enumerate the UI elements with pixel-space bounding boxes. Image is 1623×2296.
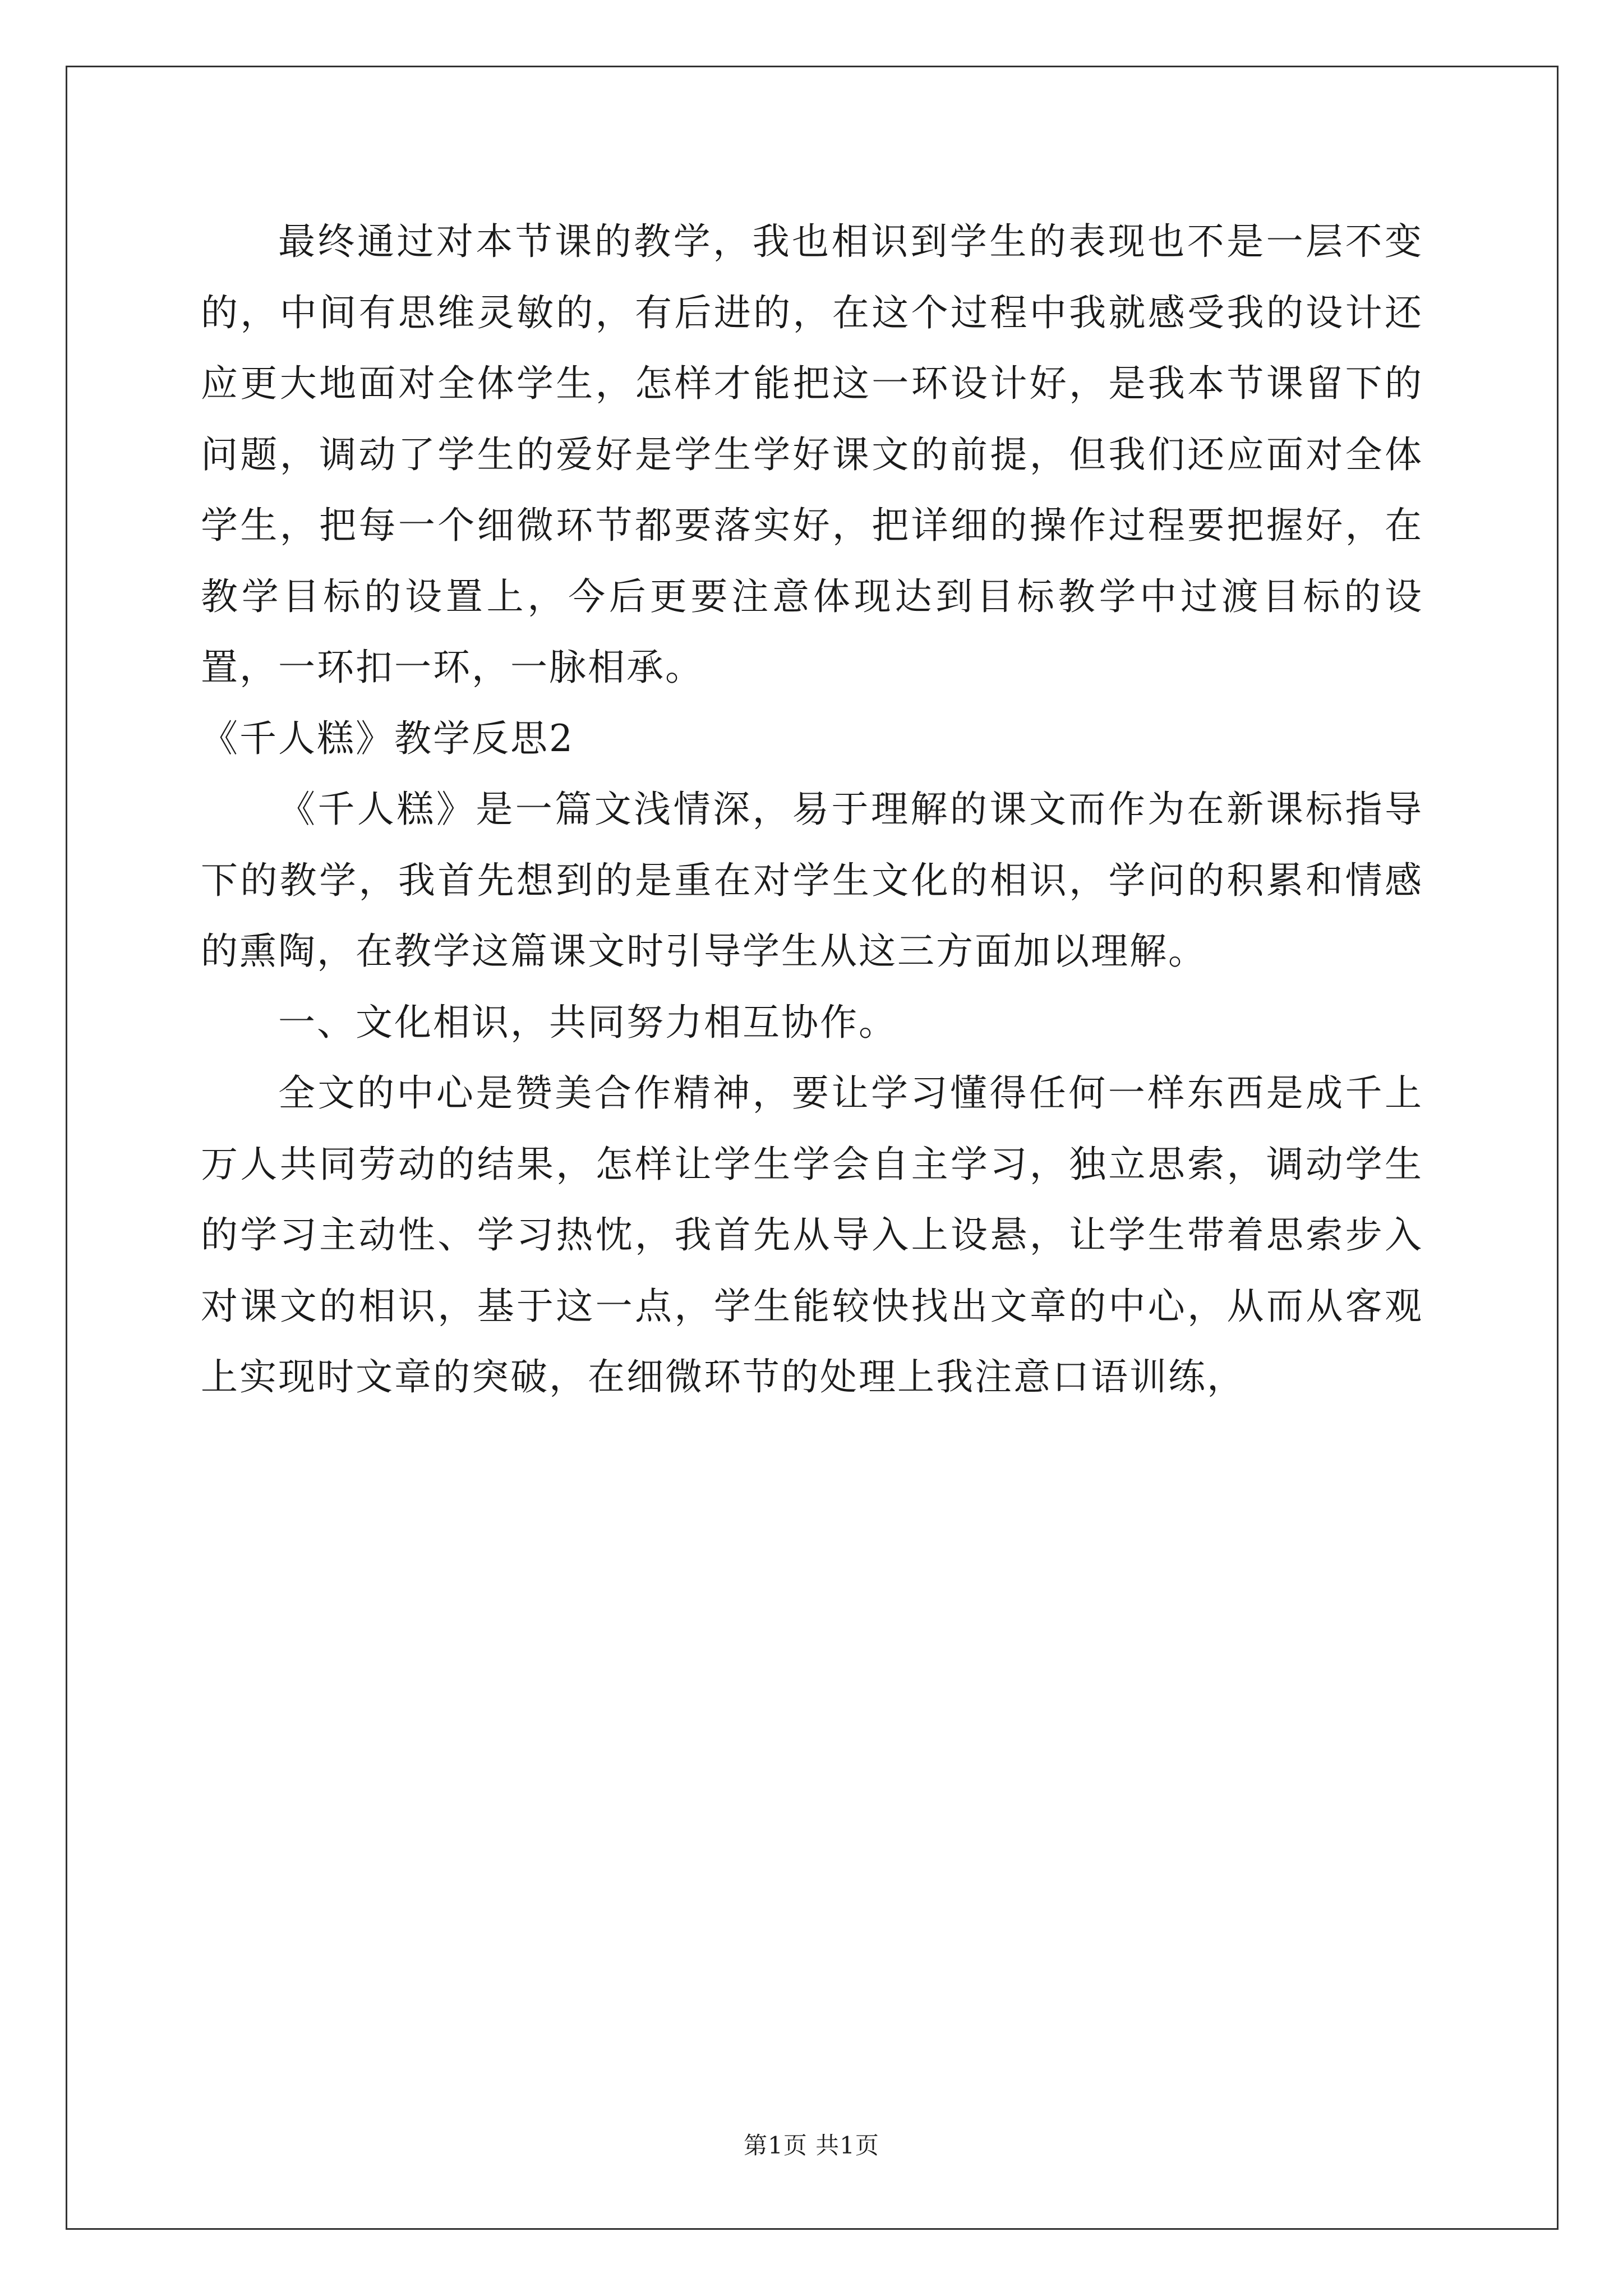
page-number-footer: 第1页 共1页	[744, 2132, 879, 2159]
section-heading: 《千人糕》教学反思2	[201, 716, 574, 760]
paragraph-reflection-summary: 最终通过对本节课的教学，我也相识到学生的表现也不是一层不变的，中间有思维灵敏的，有后进的，在这个过程中我就感受我的设计还应更大地面对全体学生，怎样才能把这一环设计好，是我本节课留下的问题，调动了学生的爱好是学生学好课文的前提，但我们还应面对全体学生，把每一个细微环节都要落实好，把详细的操作过程要把握好，在教学目标的设置上，今后更要注意体现达到目标教学中过渡目标的设置，一环扣一环，一脉相承。	[201, 220, 1423, 689]
paragraph-main-idea: 全文的中心是赞美合作精神，要让学习懂得任何一样东西是成千上万人共同劳动的结果，怎样让学生学会自主学习，独立思索，调动学生的学习主动性、学习热忱，我首先从导入上设悬，让学生带着思索步入对课文的相识，基于这一点，学生能较快找出文章的中心，从而从客观上实现时文章的突破，在细微环节的处理上我注意口语训练，	[201, 1071, 1423, 1398]
document-body	[201, 206, 1423, 1413]
paragraph-subheading-culture: 一、文化相识，共同努力相互协作。	[278, 1000, 897, 1044]
paragraph-intro: 《千人糕》是一篇文浅情深，易于理解的课文而作为在新课标指导下的教学，我首先想到的是重在对学生文化的相识，学问的积累和情感的熏陶，在教学这篇课文时引导学生从这三方面加以理解。	[201, 788, 1423, 973]
